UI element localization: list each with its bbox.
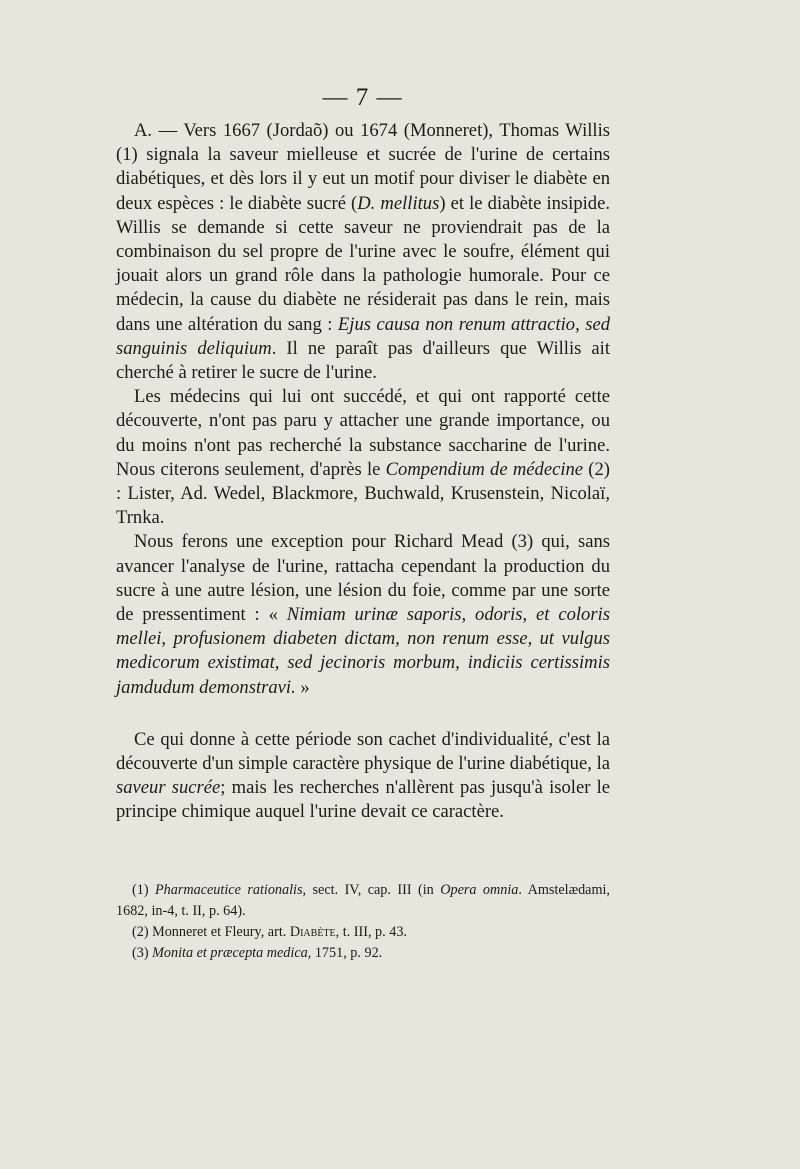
- paragraph-text: ; mais les recherches n'allèrent pas jusqu'à isoler le principe chimique auquel l'urine devait ce caractère.: [116, 777, 611, 823]
- paragraph-text: (2) : Lister, Ad. Wedel, Blackmore, Buchwald, Krusenstein, Nicolaï, Trnka.: [116, 458, 610, 529]
- paragraph-conclusion: [116, 728, 610, 825]
- paragraph-text: Les médecins qui lui ont succédé, et qui ont rapporté cette découverte, n'ont pas paru y attacher une grande importance, ou du moins n'ont pas recherché la substance saccharine de l'urine. Nous citerons seulement, d'après le: [116, 386, 610, 480]
- body-text: [116, 119, 610, 825]
- footnote-text: , t. III, p. 43.: [335, 924, 407, 940]
- smallcaps-term: Diabète: [289, 924, 336, 940]
- footnote-text: , sect. IV, cap. III (in: [302, 882, 441, 898]
- latin-quote: Ejus causa non renum attractio, sed sanguinis deliquium: [116, 313, 610, 359]
- footnote-3: [116, 943, 610, 964]
- italic-title: Opera omnia: [440, 882, 519, 898]
- footnote-text: Monneret et Fleury, art.: [152, 924, 290, 940]
- italic-title: Monita et præcepta medica: [152, 945, 308, 961]
- italic-term: D. mellitus: [357, 192, 440, 214]
- paragraph-text: ) et le diabète insipide. Willis se demande si cette saveur ne proviendrait pas de la combinaison du sel propre de l'urine avec le soufre, élément qui jouait alors un grand rôle dans la pathologie humorale. Pour ce médecin, la cause du diabète ne résiderait pas dans le rein, mais dans une altération du sang :: [116, 192, 610, 335]
- paragraph-text: . Il ne paraît pas d'ailleurs que Willis ait cherché à retirer le sucre de l'urine.: [116, 337, 610, 384]
- paragraph-text: A. — Vers 1667 (Jordaõ) ou 1674 (Monneret), Thomas Willis (1) signala la saveur mielleuse et sucrée de l'urine de certains diabétiques, et dès lors il y eut un motif pour diviser le diabète en deux espèces : le diabète sucré (: [116, 120, 610, 214]
- footnote-2: [116, 922, 610, 943]
- footnote-number: (2): [132, 924, 153, 940]
- paragraph-willis: [116, 119, 610, 385]
- footnote-number: (1): [132, 882, 155, 898]
- footnotes: [116, 880, 610, 964]
- italic-term: saveur sucrée: [116, 777, 221, 799]
- italic-title: Compendium de médecine: [385, 458, 584, 480]
- paragraph-text: Ce qui donne à cette période son cachet d'individualité, c'est la découverte d'un simple caractère physique de l'urine diabétique, la: [116, 728, 610, 775]
- paragraph-text: »: [295, 676, 310, 698]
- footnote-1: [116, 880, 610, 922]
- page-number: — 7 —: [322, 84, 403, 111]
- footnote-number: (3): [132, 945, 153, 961]
- paragraph-mead: [116, 530, 610, 699]
- paragraph-text: Nous ferons une exception pour Richard Mead (3) qui, sans avancer l'analyse de l'urine, rattacha cependant la production du sucre à une autre lésion, une lésion du foie, comme par une sorte de pressentiment : «: [116, 531, 610, 626]
- footnote-text: , 1751, p. 92.: [307, 945, 383, 961]
- italic-title: Pharmaceutice rationalis: [155, 882, 303, 898]
- footnote-text: . Amstelædami, 1682, in-4, t. II, p. 64).: [116, 882, 610, 919]
- latin-quote: Nimiam urinæ saporis, odoris, et coloris mellei, profusionem diabeten dictam, non renum esse, ut vulgus medicorum existimat, sed jecinoris morbum, indiciis certissimis jamdudum demonstravi.: [116, 604, 610, 698]
- paragraph-successors: [116, 385, 610, 530]
